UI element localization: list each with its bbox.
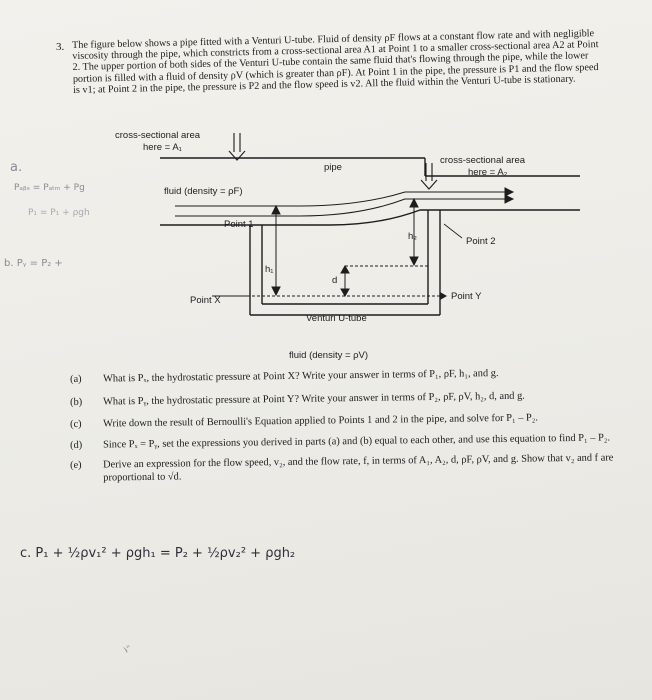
h2-label: h₂ xyxy=(408,231,417,242)
handwritten-a-label: a. xyxy=(10,160,23,175)
question-label: (a) xyxy=(70,373,82,385)
handwritten-a-line1: Pₐᵦₛ = Pₐₜₘ + Pg xyxy=(14,183,85,193)
pipe-constriction xyxy=(330,210,580,225)
question-c xyxy=(70,411,650,432)
fluid-f-label: fluid (density = ρF) xyxy=(164,186,243,197)
d-label: d xyxy=(332,275,338,286)
point2-label: Point 2 xyxy=(466,236,496,247)
dense-fluid-levels xyxy=(222,266,440,296)
area1-label-line1: cross-sectional area xyxy=(115,130,201,141)
streamline-arrowhead xyxy=(505,188,513,196)
point-x-label: Point X xyxy=(190,295,221,306)
venturi-u-tube xyxy=(250,210,440,315)
area1-label-line2: here = A₁ xyxy=(143,142,182,153)
question-b xyxy=(70,388,650,409)
question-text: What is Pᵧ, the hydrostatic pressure at Point Y? Write your answer in terms of P₂, ρF, ρV, h₂, d, and g. xyxy=(102,390,525,408)
question-label: (e) xyxy=(70,459,82,471)
question-label: (d) xyxy=(70,439,83,451)
question-text: What is Pₓ, the hydrostatic pressure at Point X? Write your answer in terms of P₁, ρF, h₁, and g. xyxy=(102,368,499,385)
question-list xyxy=(70,368,650,485)
question-label: (b) xyxy=(70,396,83,408)
u-tube-label: Venturi U-tube xyxy=(306,313,367,324)
question-label: (c) xyxy=(70,418,82,430)
area2-label-line2: here = A₂ xyxy=(468,167,508,178)
h1-dimension xyxy=(272,206,280,295)
problem-number: 3. xyxy=(56,41,65,53)
handwritten-bernoulli: c. P₁ + ½ρv₁² + ρgh₁ = P₂ + ½ρv₂² + ρgh₂ xyxy=(20,546,296,561)
streamline xyxy=(175,199,505,216)
problem-intro: The figure below shows a pipe fitted with a Venturi U-tube. Fluid of density ρF flows at a constant flow rate and with negligible viscosity through the pipe, which constricts from a cross-sectional area A1 at Point 1 to a smaller cross-sectional area A2 at Point 2. The upper portion of both sides of the Venturi U-tube contain the same fluid that's flowing through the pipe, while the lower portion is filled with a fluid of density ρV (which is greater than ρF). At Point 1 in the pipe, the pressure is P1 and the flow speed is v1; at Point 2 in the pipe, the pressure is P2 and the flow speed is v2. All the fluid within the Venturi U-tube is stationary. xyxy=(72,28,599,96)
h1-label: h₁ xyxy=(265,264,274,275)
fluid-v-label: fluid (density = ρV) xyxy=(289,350,369,361)
question-text: Derive an expression for the flow speed, v₂, and the flow rate, f, in terms of A₁, A₂, d, ρF, ρV, and g. Show that v₂ and f are proportional to √d. xyxy=(102,452,614,484)
question-text: Since Pₓ = Pᵧ, set the expressions you derived in parts (a) and (b) equal to each other, and use this equation to find P₁ – P₂. xyxy=(102,431,611,451)
question-e xyxy=(70,452,650,485)
streamline-arrowhead xyxy=(505,195,513,203)
area1-arrow xyxy=(229,133,245,160)
point-y-label: Point Y xyxy=(451,291,482,302)
d-dimension xyxy=(341,266,349,296)
point2-leader xyxy=(444,224,462,238)
point-y-marker xyxy=(440,292,447,300)
question-text: Write down the result of Bernoulli's Equation applied to Points 1 and 2 in the pipe, and solve for P₁ – P₂. xyxy=(102,412,539,430)
area2-label-line1: cross-sectional area xyxy=(440,155,526,166)
handwritten-a-line2: P₁ = P₁ + ρgh xyxy=(28,208,90,218)
handwritten-mark: ヾ xyxy=(118,643,132,659)
handwritten-b-line: b. Pᵧ = P₂ + xyxy=(4,258,63,269)
point1-label: Point 1 xyxy=(224,219,254,230)
pipe-label: pipe xyxy=(324,162,342,173)
question-d xyxy=(70,431,650,452)
